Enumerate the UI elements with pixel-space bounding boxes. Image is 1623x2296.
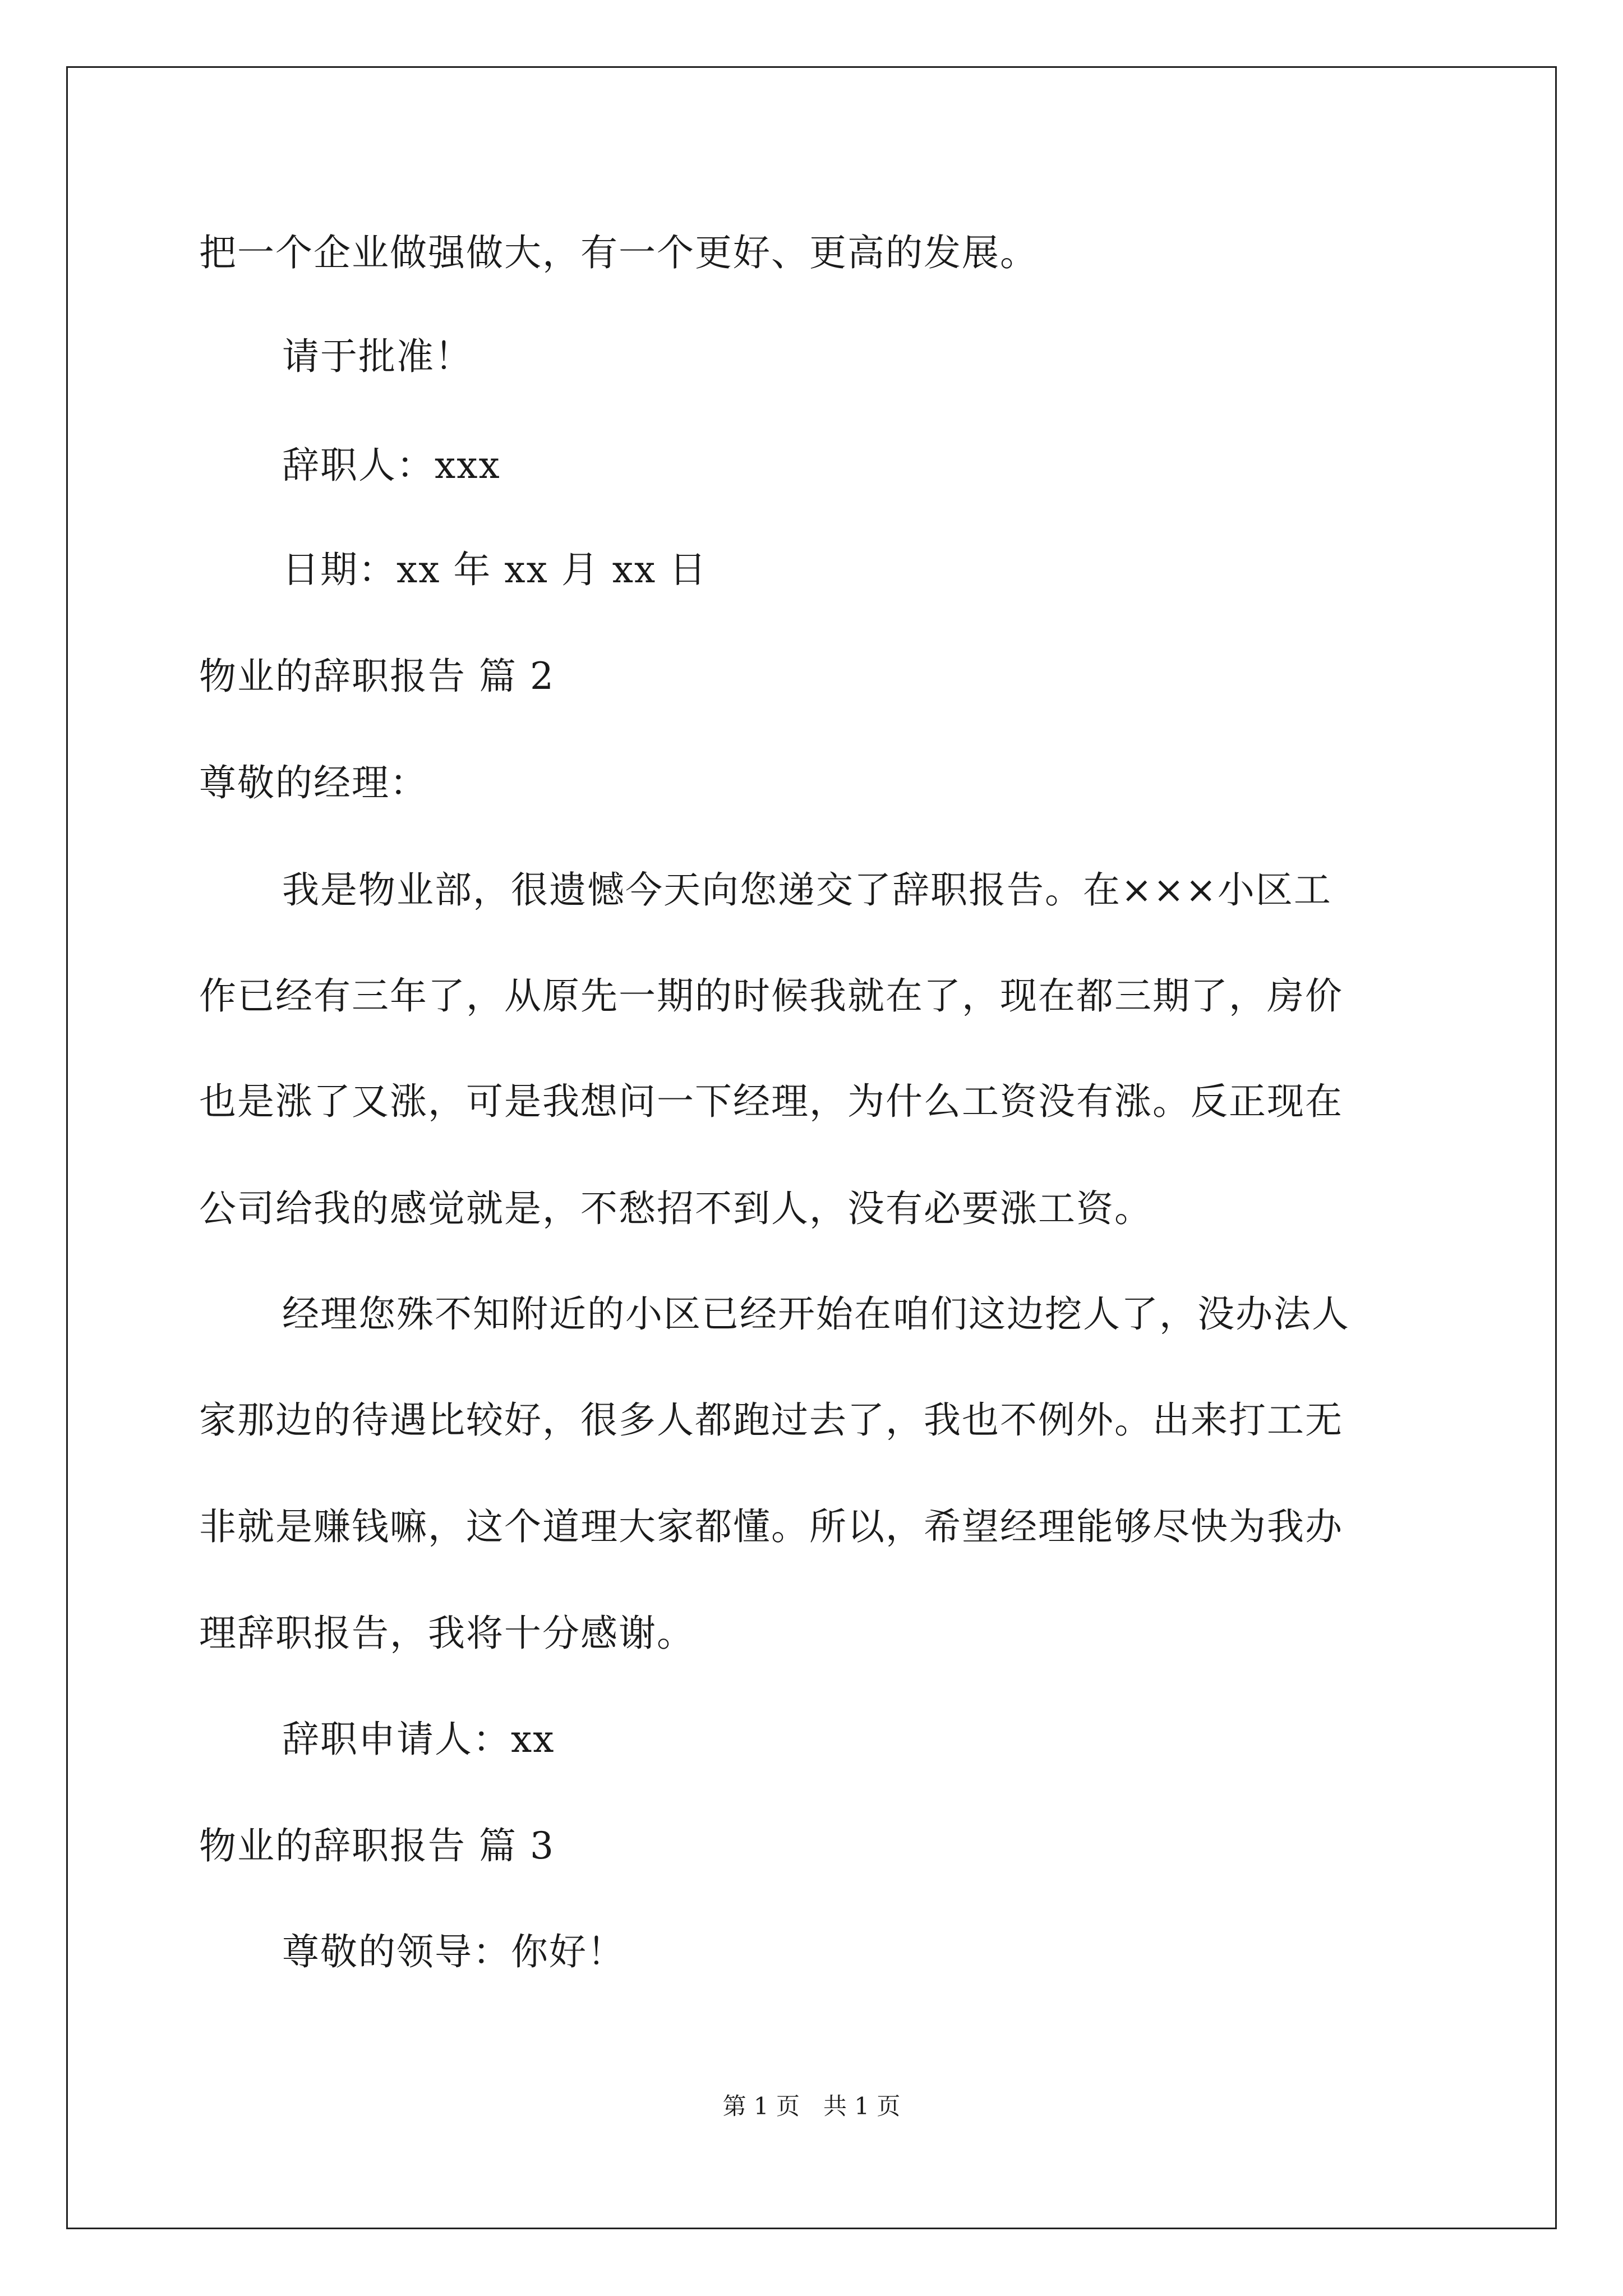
paragraph-line: 也是涨了又涨，可是我想问一下经理，为什么工资没有涨。反正现在: [199, 1080, 1343, 1123]
approval-request: 请于批准！: [282, 335, 473, 378]
page-number-footer: 第 1 页 共 1 页: [722, 2092, 901, 2120]
paragraph-line: 作已经有三年了，从原先一期的时候我就在了，现在都三期了，房价: [199, 974, 1343, 1018]
paragraph-line: 公司给我的感觉就是，不愁招不到人，没有必要涨工资。: [199, 1187, 1152, 1230]
paragraph-line: 经理您殊不知附近的小区已经开始在咱们这边挖人了，没办法人: [282, 1292, 1350, 1336]
date-line: 日期：xx 年 xx 月 xx 日: [282, 548, 708, 591]
signatory-line: 辞职申请人：xx: [282, 1718, 555, 1761]
section-heading: 物业的辞职报告 篇 2: [199, 655, 555, 698]
salutation: 尊敬的经理：: [199, 761, 428, 804]
paragraph-line: 把一个企业做强做大，有一个更好、更高的发展。: [199, 231, 1038, 274]
section-heading: 物业的辞职报告 篇 3: [199, 1824, 555, 1867]
signatory-line: 辞职人：xxx: [282, 444, 501, 487]
page-border: [66, 66, 1557, 2229]
paragraph-line: 非就是赚钱嘛，这个道理大家都懂。所以，希望经理能够尽快为我办: [199, 1505, 1343, 1548]
paragraph-line: 家那边的待遇比较好，很多人都跑过去了，我也不例外。出来打工无: [199, 1398, 1343, 1442]
paragraph-line: 我是物业部，很遗憾今天向您递交了辞职报告。在×××小区工: [282, 868, 1332, 912]
salutation: 尊敬的领导：你好！: [282, 1930, 625, 1973]
paragraph-line: 理辞职报告，我将十分感谢。: [199, 1612, 695, 1655]
